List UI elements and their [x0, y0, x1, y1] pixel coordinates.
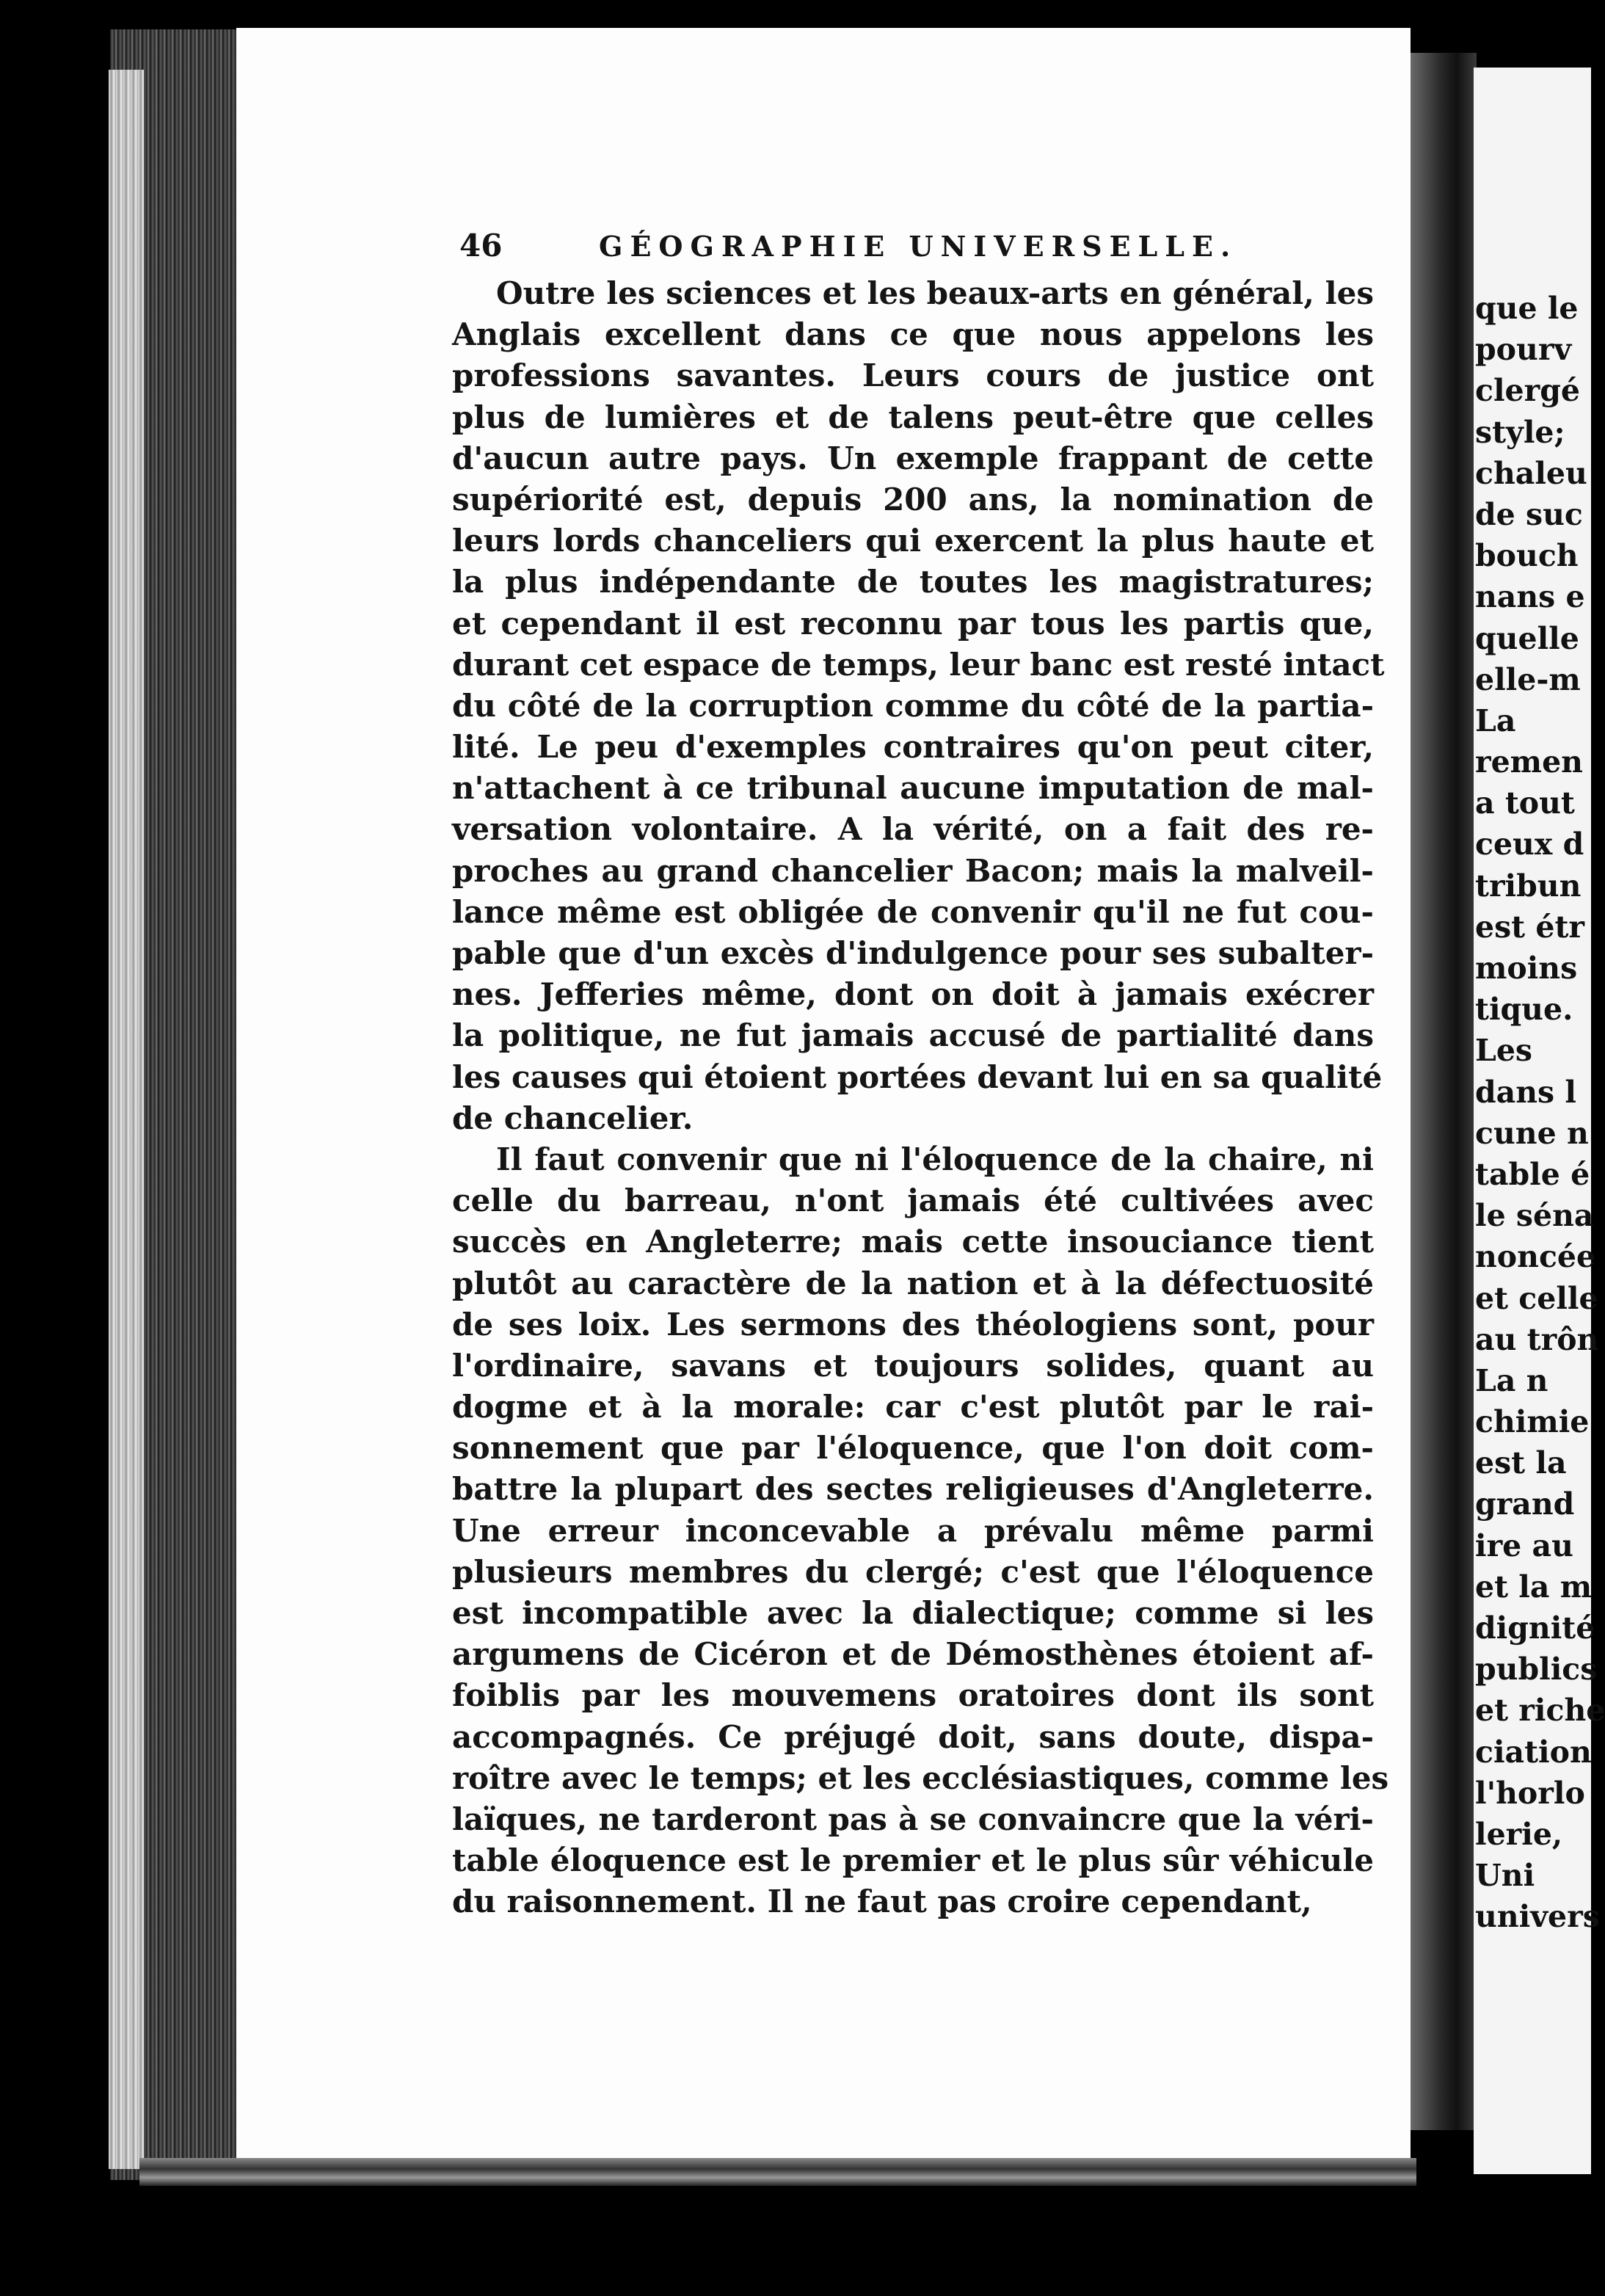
facing-page-line: lerie, [1475, 1816, 1563, 1852]
text-line: Outre les sciences et les beaux-arts en général, les [496, 275, 1374, 311]
text-line: de ses loix. Les sermons des théologiens sont, pour [452, 1306, 1374, 1343]
text-line: celle du barreau, n'ont jamais été cultivées avec [452, 1182, 1374, 1219]
facing-page-line: remen [1475, 744, 1583, 780]
text-line: et cependant il est reconnu par tous les partis que, [452, 605, 1374, 642]
text-line: Il faut convenir que ni l'éloquence de la chaire, ni [496, 1141, 1374, 1177]
page-header [459, 228, 1249, 269]
facing-page-line: cune n [1475, 1115, 1589, 1151]
page-number: 46 [459, 228, 503, 264]
book-spine-shadow [1411, 53, 1477, 2130]
facing-page-line: ire au [1475, 1527, 1573, 1563]
facing-page-line: Les [1475, 1033, 1532, 1069]
facing-page-line: pourv [1475, 332, 1572, 368]
facing-page-line: chimie [1475, 1404, 1590, 1440]
text-line: roître avec le temps; et les ecclésiastiques, comme les [452, 1759, 1389, 1796]
text-line: pable que d'un excès d'indulgence pour ses subalter- [452, 935, 1374, 971]
facing-page-line: quelle [1475, 620, 1579, 656]
text-line: l'ordinaire, savans et toujours solides, quant au [452, 1347, 1374, 1384]
text-line: n'attachent à ce tribunal aucune imputation de mal- [452, 770, 1374, 807]
facing-page-line: univers [1475, 1899, 1600, 1935]
text-line: lité. Le peu d'exemples contraires qu'on peut citer, [452, 729, 1374, 766]
text-line: dogme et à la morale: car c'est plutôt par le rai- [452, 1389, 1374, 1425]
text-line: plutôt au caractère de la nation et à la défectuosité [452, 1265, 1374, 1301]
body-text [452, 273, 1389, 1923]
facing-page-line: style; [1475, 414, 1565, 450]
text-line: la politique, ne fut jamais accusé de partialité dans [452, 1017, 1374, 1054]
text-line: est incompatible avec la dialectique; comme si les [452, 1595, 1374, 1631]
text-line: plusieurs membres du clergé; c'est que l'éloquence [452, 1553, 1374, 1590]
running-title: GÉOGRAPHIE UNIVERSELLE. [599, 230, 1238, 263]
text-line: argumens de Cicéron et de Démosthènes étoient af- [452, 1636, 1374, 1673]
facing-page-line: le séna [1475, 1198, 1594, 1234]
text-line: professions savantes. Leurs cours de justice ont [452, 357, 1374, 394]
facing-page-line: tribun [1475, 868, 1582, 904]
facing-page-line: nans e [1475, 579, 1585, 615]
text-line: du raisonnement. Il ne faut pas croire cependant, [452, 1883, 1312, 1920]
text-line: table éloquence est le premier et le plus sûr véhicule [452, 1842, 1374, 1879]
facing-page-text [1475, 288, 1605, 1938]
text-line: supériorité est, depuis 200 ans, la nomination de [452, 481, 1374, 517]
facing-page-line: La n [1475, 1362, 1548, 1398]
text-line: accompagnés. Ce préjugé doit, sans doute, dispa- [452, 1718, 1374, 1755]
text-line: du côté de la corruption comme du côté de la partia- [452, 687, 1374, 724]
text-line: plus de lumières et de talens peut-être que celles [452, 399, 1374, 435]
facing-page-line: ceux d [1475, 827, 1584, 862]
text-line: nes. Jefferies même, dont on doit à jamais exécrer [452, 976, 1374, 1013]
facing-page-line: l'horlo [1475, 1775, 1585, 1811]
facing-page-line: a tout [1475, 785, 1575, 821]
facing-page-line: Uni [1475, 1858, 1535, 1894]
facing-page-line: que le [1475, 291, 1579, 326]
text-line: laïques, ne tarderont pas à se convaincre que la véri- [452, 1801, 1374, 1837]
facing-page-line: ciation [1475, 1734, 1592, 1770]
text-line: de chancelier. [452, 1100, 694, 1136]
facing-page-line: grand [1475, 1486, 1575, 1522]
page-stack-highlight [109, 70, 144, 2169]
text-line: foiblis par les mouvemens oratoires dont ils sont [452, 1677, 1374, 1714]
text-line: les causes qui étoient portées devant lui en sa qualité [452, 1058, 1383, 1095]
facing-page-line: et riche [1475, 1693, 1605, 1729]
facing-page-line: clergé [1475, 373, 1580, 409]
text-line: durant cet espace de temps, leur banc est resté intact [452, 646, 1385, 683]
text-line: proches au grand chancelier Bacon; mais la malveil- [452, 852, 1374, 889]
facing-page-line: tique. [1475, 992, 1573, 1028]
facing-page-line: au trôn [1475, 1321, 1599, 1357]
page-bottom-edge [139, 2158, 1416, 2186]
facing-page-line: noncée [1475, 1239, 1596, 1275]
facing-page-line: elle-m [1475, 661, 1581, 697]
text-line: versation volontaire. A la vérité, on a fait des re- [452, 811, 1374, 848]
facing-page-line: de suc [1475, 496, 1583, 532]
facing-page-line: table é [1475, 1156, 1590, 1192]
facing-page-line: publics [1475, 1652, 1598, 1688]
text-line: battre la plupart des sectes religieuses d'Angleterre. [452, 1471, 1374, 1508]
facing-page [1474, 68, 1605, 2174]
text-line: d'aucun autre pays. Un exemple frappant de cette [452, 440, 1374, 476]
facing-page-line: chaleu [1475, 455, 1587, 491]
facing-page-line: dans l [1475, 1074, 1576, 1110]
facing-page-line: et la m [1475, 1569, 1593, 1605]
facing-page-line: bouch [1475, 538, 1579, 574]
text-line: la plus indépendante de toutes les magistratures; [452, 564, 1374, 600]
facing-page-line: dignité [1475, 1610, 1595, 1646]
facing-page-line: est la [1475, 1445, 1567, 1481]
facing-page-line: est étr [1475, 909, 1585, 945]
text-line: succès en Angleterre; mais cette insouciance tient [452, 1224, 1374, 1260]
text-line: lance même est obligée de convenir qu'il ne fut cou- [452, 893, 1374, 930]
text-line: sonnement que par l'éloquence, que l'on doit com- [452, 1430, 1374, 1467]
facing-page-line: moins [1475, 951, 1578, 986]
text-line: Anglais excellent dans ce que nous appelons les [452, 316, 1374, 353]
facing-page-line: et celle [1475, 1280, 1598, 1316]
text-line: leurs lords chanceliers qui exercent la plus haute et [452, 523, 1374, 559]
facing-page-line: La [1475, 702, 1516, 738]
text-line: Une erreur inconcevable a prévalu même parmi [452, 1512, 1374, 1549]
